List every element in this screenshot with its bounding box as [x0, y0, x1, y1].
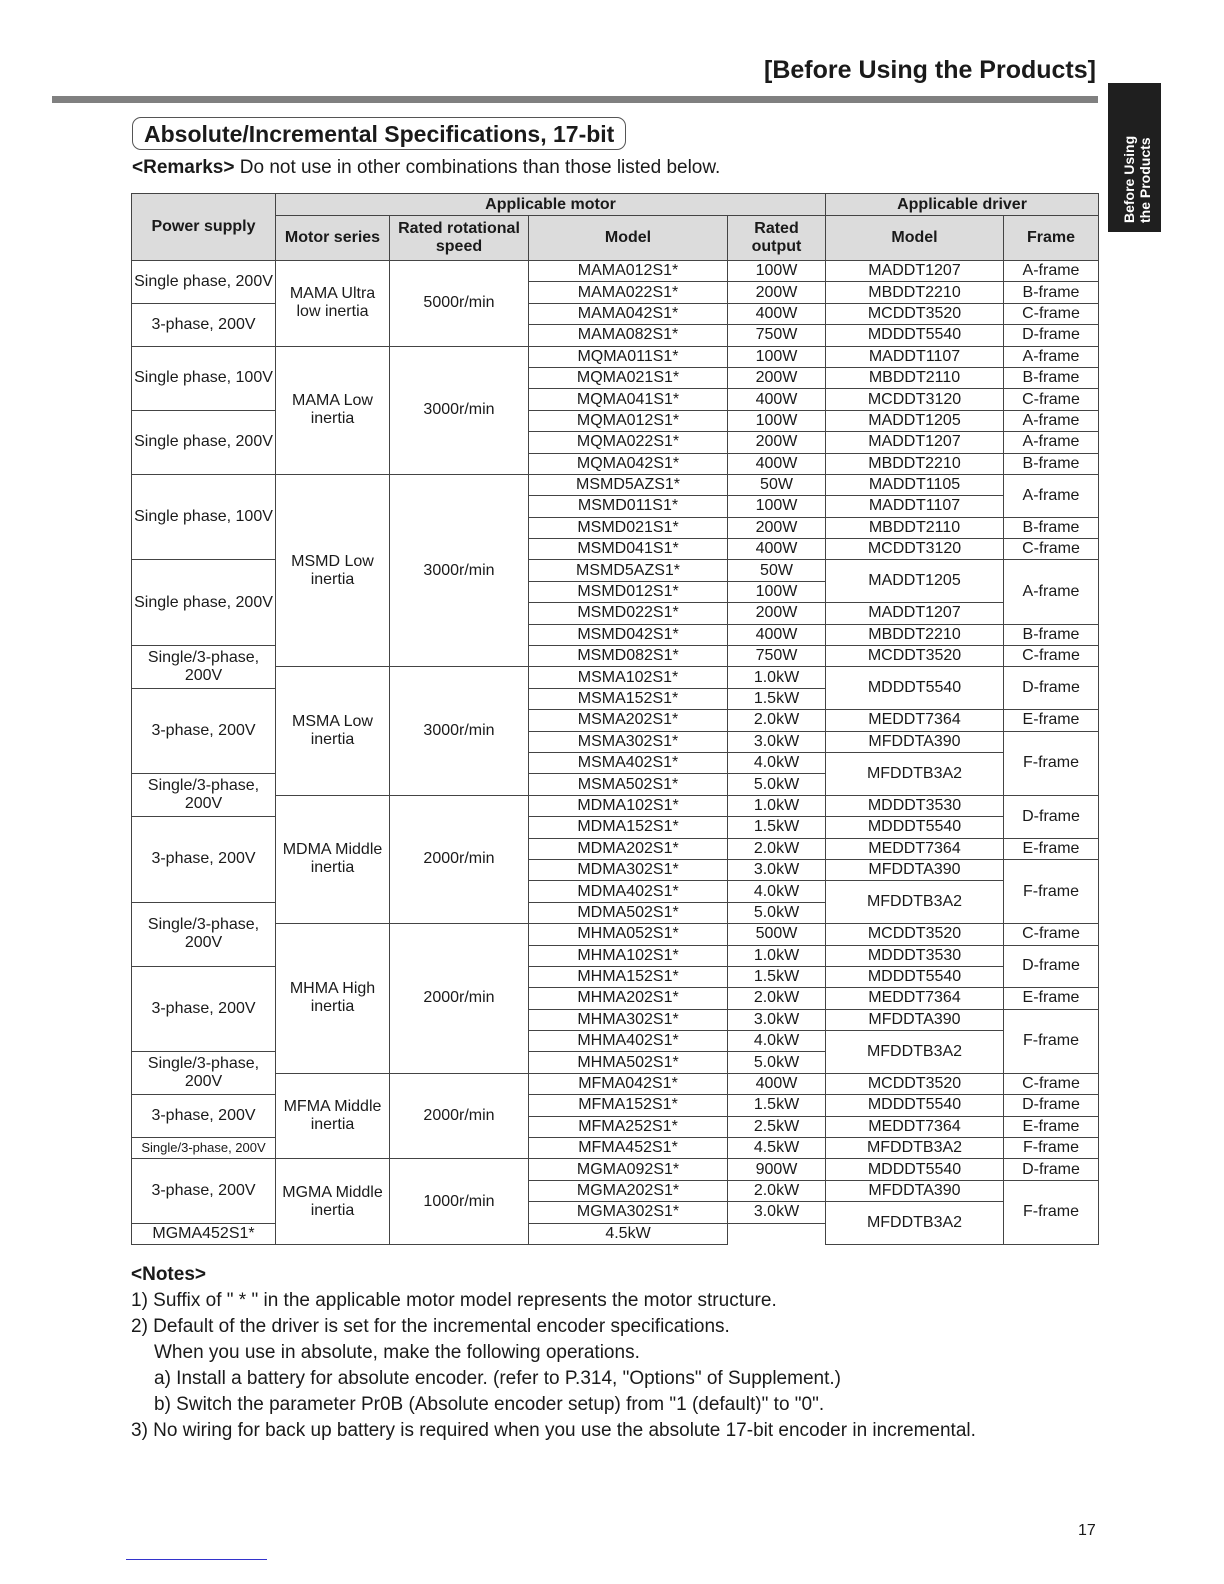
- motor-series-cell: MAMA Ultra low inertia: [276, 261, 390, 347]
- rated-output-cell: 100W: [728, 496, 826, 517]
- motor-model-cell: MAMA022S1*: [529, 282, 728, 303]
- rated-speed-cell: 2000r/min: [390, 1073, 529, 1159]
- spec-table-body: [132, 261, 1099, 1245]
- driver-model-cell: MFDDTA390: [826, 859, 1004, 880]
- driver-model-cell: MBDDT2210: [826, 453, 1004, 474]
- motor-model-cell: MHMA202S1*: [529, 988, 728, 1009]
- motor-model-cell: MSMD011S1*: [529, 496, 728, 517]
- motor-model-cell: MSMD042S1*: [529, 624, 728, 645]
- rated-output-cell: 100W: [728, 410, 826, 431]
- driver-model-cell: MFDDTB3A2: [826, 752, 1004, 795]
- motor-model-cell: MSMA302S1*: [529, 731, 728, 752]
- motor-model-cell: MSMA402S1*: [529, 752, 728, 773]
- header-rule: [52, 96, 1098, 103]
- driver-model-cell: MCDDT3520: [826, 1073, 1004, 1094]
- driver-model-cell: MEDDT7364: [826, 838, 1004, 859]
- driver-model-cell: MCDDT3520: [826, 924, 1004, 945]
- driver-model-cell: MFDDTB3A2: [826, 1031, 1004, 1074]
- rated-output-cell: 3.0kW: [728, 731, 826, 752]
- frame-cell: D-frame: [1004, 1159, 1099, 1180]
- rated-output-cell: 4.0kW: [728, 1031, 826, 1052]
- motor-model-cell: MSMD012S1*: [529, 581, 728, 602]
- driver-model-cell: MEDDT7364: [826, 988, 1004, 1009]
- rated-output-cell: 1.0kW: [728, 667, 826, 688]
- frame-cell: A-frame: [1004, 261, 1099, 282]
- frame-cell: F-frame: [1004, 1180, 1099, 1244]
- driver-model-cell: MCDDT3520: [826, 303, 1004, 324]
- driver-model-cell: MDDDT3530: [826, 795, 1004, 816]
- driver-model-cell: MADDT1105: [826, 474, 1004, 495]
- rated-output-cell: 100W: [728, 261, 826, 282]
- rated-output-cell: 400W: [728, 624, 826, 645]
- motor-model-cell: MDMA502S1*: [529, 902, 728, 923]
- power-supply-cell: 3-phase, 200V: [132, 688, 276, 774]
- power-supply-cell: Single/3-phase, 200V: [132, 902, 276, 966]
- motor-model-cell: MFMA042S1*: [529, 1073, 728, 1094]
- frame-cell: C-frame: [1004, 1073, 1099, 1094]
- rated-output-cell: 750W: [728, 325, 826, 346]
- motor-model-cell: MHMA502S1*: [529, 1052, 728, 1073]
- frame-cell: C-frame: [1004, 646, 1099, 667]
- rated-output-cell: 200W: [728, 282, 826, 303]
- rated-speed-cell: 3000r/min: [390, 667, 529, 795]
- frame-cell: E-frame: [1004, 1116, 1099, 1137]
- header-motor-series: Motor series: [276, 216, 390, 261]
- motor-series-cell: MHMA High inertia: [276, 924, 390, 1074]
- motor-model-cell: MGMA302S1*: [529, 1202, 728, 1223]
- frame-cell: E-frame: [1004, 988, 1099, 1009]
- table-row: [132, 1159, 1099, 1180]
- driver-model-cell: MDDDT5540: [826, 966, 1004, 987]
- header-rated-speed: Rated rotational speed: [390, 216, 529, 261]
- spec-table: [131, 193, 1099, 1245]
- power-supply-cell: 3-phase, 200V: [132, 303, 276, 346]
- power-supply-cell: Single phase, 100V: [132, 346, 276, 410]
- motor-model-cell: MSMA202S1*: [529, 710, 728, 731]
- driver-model-cell: MFDDTA390: [826, 731, 1004, 752]
- motor-model-cell: MHMA302S1*: [529, 1009, 728, 1030]
- rated-output-cell: 2.5kW: [728, 1116, 826, 1137]
- rated-output-cell: 3.0kW: [728, 859, 826, 880]
- driver-model-cell: MFDDTB3A2: [826, 1138, 1004, 1159]
- motor-series-cell: MSMD Low inertia: [276, 474, 390, 667]
- driver-model-cell: MDDDT5540: [826, 1095, 1004, 1116]
- side-tab-line1: Before Using: [1121, 135, 1137, 223]
- frame-cell: B-frame: [1004, 282, 1099, 303]
- driver-model-cell: MDDDT5540: [826, 667, 1004, 710]
- driver-model-cell: MFDDTB3A2: [826, 881, 1004, 924]
- driver-model-cell: MEDDT7364: [826, 1116, 1004, 1137]
- remarks-label: <Remarks>: [132, 157, 235, 178]
- rated-output-cell: 200W: [728, 517, 826, 538]
- motor-series-cell: MGMA Middle inertia: [276, 1159, 390, 1245]
- frame-cell: A-frame: [1004, 410, 1099, 431]
- driver-model-cell: MADDT1107: [826, 496, 1004, 517]
- motor-model-cell: MDMA402S1*: [529, 881, 728, 902]
- motor-series-cell: MFMA Middle inertia: [276, 1073, 390, 1159]
- motor-model-cell: MQMA011S1*: [529, 346, 728, 367]
- frame-cell: E-frame: [1004, 838, 1099, 859]
- rated-output-cell: 50W: [728, 560, 826, 581]
- frame-cell: D-frame: [1004, 1095, 1099, 1116]
- frame-cell: C-frame: [1004, 389, 1099, 410]
- rated-speed-cell: 3000r/min: [390, 474, 529, 667]
- motor-model-cell: MQMA012S1*: [529, 410, 728, 431]
- motor-model-cell: MHMA152S1*: [529, 966, 728, 987]
- note-3: 3) No wiring for back up battery is required when you use the absolute 17-bit encoder in incremental.: [131, 1420, 976, 1441]
- rated-output-cell: 1.5kW: [728, 966, 826, 987]
- motor-model-cell: MQMA042S1*: [529, 453, 728, 474]
- motor-model-cell: MHMA102S1*: [529, 945, 728, 966]
- motor-model-cell: MFMA252S1*: [529, 1116, 728, 1137]
- table-row: [132, 667, 1099, 688]
- notes: [131, 1262, 976, 1444]
- motor-model-cell: MAMA042S1*: [529, 303, 728, 324]
- motor-model-cell: MFMA452S1*: [529, 1138, 728, 1159]
- motor-model-cell: MDMA302S1*: [529, 859, 728, 880]
- motor-model-cell: MGMA452S1*: [132, 1223, 276, 1244]
- motor-model-cell: MSMA152S1*: [529, 688, 728, 709]
- header-applicable-motor: Applicable motor: [276, 194, 826, 216]
- rated-output-cell: 100W: [728, 581, 826, 602]
- side-tab-line2: the Products: [1137, 137, 1153, 223]
- rated-output-cell: 1.5kW: [728, 688, 826, 709]
- rated-output-cell: 400W: [728, 389, 826, 410]
- rated-output-cell: 400W: [728, 1073, 826, 1094]
- rated-output-cell: 200W: [728, 432, 826, 453]
- rated-output-cell: 400W: [728, 539, 826, 560]
- driver-model-cell: MADDT1207: [826, 432, 1004, 453]
- rated-output-cell: 500W: [728, 924, 826, 945]
- rated-output-cell: 1.0kW: [728, 945, 826, 966]
- page-number: 17: [1078, 1522, 1096, 1539]
- power-supply-cell: 3-phase, 200V: [132, 817, 276, 903]
- rated-output-cell: 400W: [728, 303, 826, 324]
- motor-model-cell: MAMA012S1*: [529, 261, 728, 282]
- motor-model-cell: MGMA092S1*: [529, 1159, 728, 1180]
- driver-model-cell: MFDDTA390: [826, 1009, 1004, 1030]
- header-motor-model: Model: [529, 216, 728, 261]
- table-row: [132, 474, 1099, 495]
- frame-cell: B-frame: [1004, 517, 1099, 538]
- power-supply-cell: Single phase, 100V: [132, 474, 276, 560]
- motor-model-cell: MHMA402S1*: [529, 1031, 728, 1052]
- motor-model-cell: MDMA152S1*: [529, 817, 728, 838]
- frame-cell: F-frame: [1004, 1009, 1099, 1073]
- rated-output-cell: 1.5kW: [728, 817, 826, 838]
- rated-output-cell: 900W: [728, 1159, 826, 1180]
- frame-cell: F-frame: [1004, 1138, 1099, 1159]
- driver-model-cell: MCDDT3520: [826, 646, 1004, 667]
- motor-model-cell: MSMD082S1*: [529, 646, 728, 667]
- motor-series-cell: MDMA Middle inertia: [276, 795, 390, 923]
- header-power-supply: Power supply: [132, 194, 276, 261]
- motor-model-cell: MAMA082S1*: [529, 325, 728, 346]
- power-supply-cell: Single/3-phase, 200V: [132, 1138, 276, 1159]
- motor-model-cell: MSMD041S1*: [529, 539, 728, 560]
- header-rated-output: Rated output: [728, 216, 826, 261]
- rated-speed-cell: 2000r/min: [390, 795, 529, 923]
- frame-cell: B-frame: [1004, 453, 1099, 474]
- motor-model-cell: MSMD022S1*: [529, 603, 728, 624]
- note-2-continued: When you use in absolute, make the following operations.: [154, 1342, 640, 1363]
- driver-model-cell: MBDDT2110: [826, 517, 1004, 538]
- rated-output-cell: 200W: [728, 603, 826, 624]
- rated-output-cell: 2.0kW: [728, 838, 826, 859]
- notes-title: <Notes>: [131, 1264, 206, 1285]
- motor-model-cell: MSMD5AZS1*: [529, 474, 728, 495]
- power-supply-cell: 3-phase, 200V: [132, 1159, 276, 1223]
- frame-cell: B-frame: [1004, 624, 1099, 645]
- rated-output-cell: 3.0kW: [728, 1202, 826, 1223]
- rated-output-cell: 4.0kW: [728, 752, 826, 773]
- power-supply-cell: 3-phase, 200V: [132, 966, 276, 1052]
- frame-cell: C-frame: [1004, 539, 1099, 560]
- frame-cell: A-frame: [1004, 432, 1099, 453]
- driver-model-cell: MEDDT7364: [826, 710, 1004, 731]
- driver-model-cell: MDDDT5540: [826, 817, 1004, 838]
- header-driver-model: Model: [826, 216, 1004, 261]
- driver-model-cell: MADDT1205: [826, 560, 1004, 603]
- page-header-title: [Before Using the Products]: [764, 56, 1096, 84]
- rated-output-cell: 2.0kW: [728, 988, 826, 1009]
- table-row: [132, 924, 1099, 945]
- driver-model-cell: MDDDT5540: [826, 325, 1004, 346]
- motor-model-cell: MSMD5AZS1*: [529, 560, 728, 581]
- rated-output-cell: 3.0kW: [728, 1009, 826, 1030]
- driver-model-cell: MCDDT3120: [826, 539, 1004, 560]
- footer-rule: [126, 1559, 267, 1560]
- side-tab[interactable]: [1108, 83, 1161, 232]
- section-title: Absolute/Incremental Specifications, 17-bit: [132, 117, 626, 150]
- frame-cell: D-frame: [1004, 667, 1099, 710]
- note-1: 1) Suffix of " * " in the applicable motor model represents the motor structure.: [131, 1290, 777, 1311]
- frame-cell: E-frame: [1004, 710, 1099, 731]
- rated-output-cell: 4.5kW: [728, 1138, 826, 1159]
- driver-model-cell: MCDDT3120: [826, 389, 1004, 410]
- motor-model-cell: MSMA502S1*: [529, 774, 728, 795]
- rated-speed-cell: 3000r/min: [390, 346, 529, 474]
- motor-model-cell: MQMA022S1*: [529, 432, 728, 453]
- frame-cell: C-frame: [1004, 924, 1099, 945]
- driver-model-cell: MDDDT5540: [826, 1159, 1004, 1180]
- table-row: [132, 1073, 1099, 1094]
- rated-output-cell: 750W: [728, 646, 826, 667]
- motor-model-cell: MSMD021S1*: [529, 517, 728, 538]
- motor-series-cell: MAMA Low inertia: [276, 346, 390, 474]
- rated-output-cell: 2.0kW: [728, 1180, 826, 1201]
- motor-model-cell: MSMA102S1*: [529, 667, 728, 688]
- table-row: [132, 346, 1099, 367]
- rated-output-cell: 100W: [728, 346, 826, 367]
- rated-output-cell: 1.0kW: [728, 795, 826, 816]
- power-supply-cell: Single phase, 200V: [132, 410, 276, 474]
- driver-model-cell: MFDDTA390: [826, 1180, 1004, 1201]
- power-supply-cell: Single/3-phase, 200V: [132, 1052, 276, 1095]
- side-tab-label: [1121, 91, 1153, 223]
- header-applicable-driver: Applicable driver: [826, 194, 1099, 216]
- driver-model-cell: MBDDT2210: [826, 624, 1004, 645]
- remarks: [132, 157, 720, 179]
- frame-cell: B-frame: [1004, 367, 1099, 388]
- table-row: [132, 261, 1099, 282]
- motor-model-cell: MQMA041S1*: [529, 389, 728, 410]
- motor-model-cell: MFMA152S1*: [529, 1095, 728, 1116]
- driver-model-cell: MADDT1207: [826, 603, 1004, 624]
- frame-cell: A-frame: [1004, 560, 1099, 624]
- driver-model-cell: MADDT1207: [826, 261, 1004, 282]
- driver-model-cell: MFDDTB3A2: [826, 1202, 1004, 1245]
- power-supply-cell: Single/3-phase, 200V: [132, 774, 276, 817]
- frame-cell: D-frame: [1004, 945, 1099, 988]
- frame-cell: F-frame: [1004, 731, 1099, 795]
- driver-model-cell: MDDDT3530: [826, 945, 1004, 966]
- rated-output-cell: 4.5kW: [529, 1223, 728, 1244]
- note-2: 2) Default of the driver is set for the incremental encoder specifications.: [131, 1316, 730, 1337]
- motor-series-cell: MSMA Low inertia: [276, 667, 390, 795]
- rated-output-cell: 5.0kW: [728, 1052, 826, 1073]
- driver-model-cell: MBDDT2210: [826, 282, 1004, 303]
- power-supply-cell: Single/3-phase, 200V: [132, 646, 276, 689]
- motor-model-cell: MDMA102S1*: [529, 795, 728, 816]
- table-row: [132, 795, 1099, 816]
- rated-output-cell: 50W: [728, 474, 826, 495]
- remarks-text: Do not use in other combinations than those listed below.: [234, 157, 721, 178]
- rated-output-cell: 1.5kW: [728, 1095, 826, 1116]
- motor-model-cell: MQMA021S1*: [529, 367, 728, 388]
- driver-model-cell: MADDT1107: [826, 346, 1004, 367]
- frame-cell: C-frame: [1004, 303, 1099, 324]
- power-supply-cell: Single phase, 200V: [132, 261, 276, 304]
- frame-cell: F-frame: [1004, 859, 1099, 923]
- rated-output-cell: 5.0kW: [728, 774, 826, 795]
- frame-cell: D-frame: [1004, 795, 1099, 838]
- driver-model-cell: MADDT1205: [826, 410, 1004, 431]
- motor-model-cell: MGMA202S1*: [529, 1180, 728, 1201]
- motor-model-cell: MHMA052S1*: [529, 924, 728, 945]
- frame-cell: A-frame: [1004, 474, 1099, 517]
- frame-cell: D-frame: [1004, 325, 1099, 346]
- note-2b: b) Switch the parameter Pr0B (Absolute encoder setup) from "1 (default)" to "0".: [154, 1394, 825, 1415]
- power-supply-cell: 3-phase, 200V: [132, 1095, 276, 1138]
- rated-output-cell: 2.0kW: [728, 710, 826, 731]
- motor-model-cell: MDMA202S1*: [529, 838, 728, 859]
- rated-speed-cell: 1000r/min: [390, 1159, 529, 1245]
- rated-output-cell: 200W: [728, 367, 826, 388]
- rated-output-cell: 4.0kW: [728, 881, 826, 902]
- header-frame: Frame: [1004, 216, 1099, 261]
- power-supply-cell: Single phase, 200V: [132, 560, 276, 646]
- rated-speed-cell: 2000r/min: [390, 924, 529, 1074]
- frame-cell: A-frame: [1004, 346, 1099, 367]
- note-2a: a) Install a battery for absolute encoder. (refer to P.314, "Options" of Supplement.): [154, 1368, 841, 1389]
- driver-model-cell: MBDDT2110: [826, 367, 1004, 388]
- rated-output-cell: 5.0kW: [728, 902, 826, 923]
- rated-speed-cell: 5000r/min: [390, 261, 529, 347]
- rated-output-cell: 400W: [728, 453, 826, 474]
